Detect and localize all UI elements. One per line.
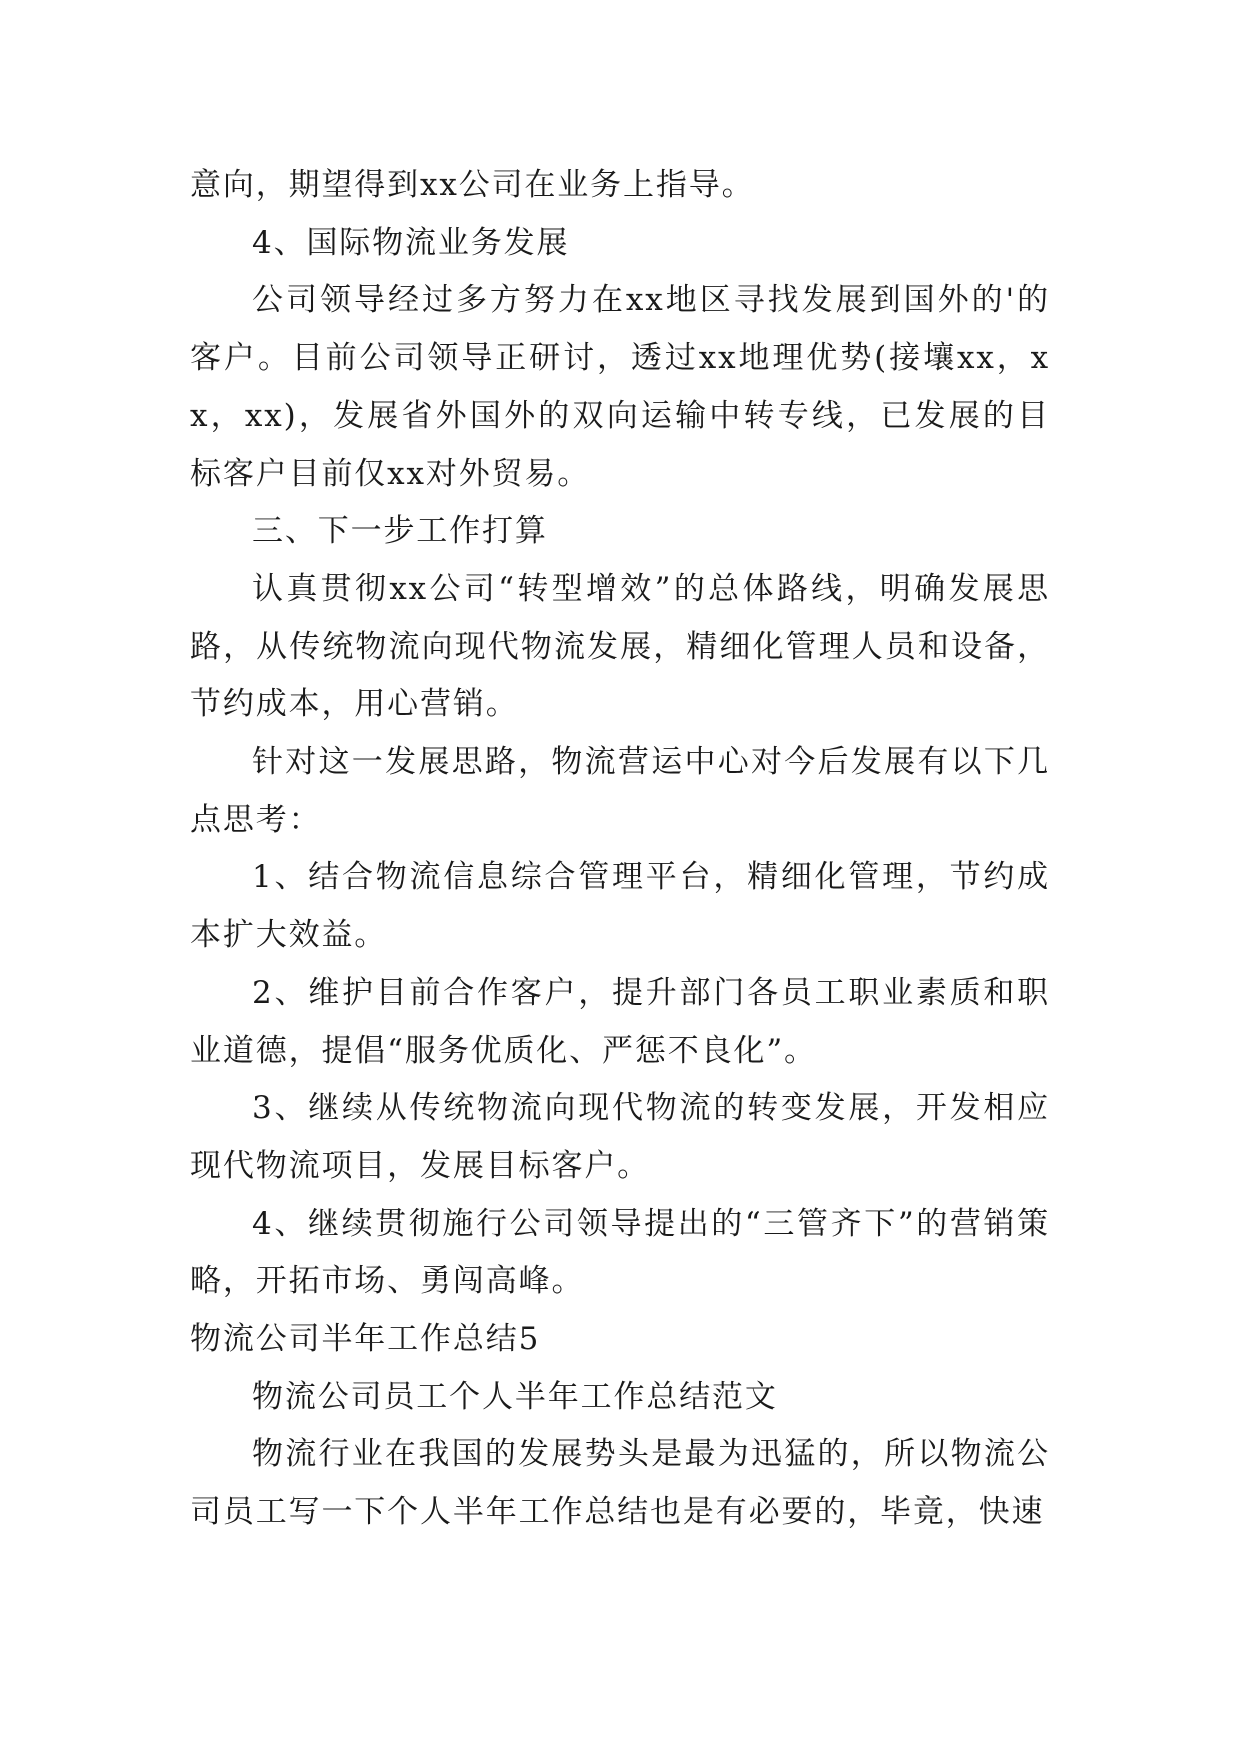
paragraph-thoughts-intro: 针对这一发展思路，物流营运中心对今后发展有以下几点思考：: [190, 744, 1050, 838]
list-item-3: 3、继续从传统物流向现代物流的转变发展，开发相应现代物流项目，发展目标客户。: [190, 1090, 1050, 1184]
list-item-2: 2、维护目前合作客户，提升部门各员工职业素质和职业道德，提倡“服务优质化、严惩不良化”。: [190, 974, 1050, 1069]
heading-international-logistics: 4、国际物流业务发展: [252, 224, 570, 261]
paragraph-transformation: 认真贯彻xx公司“转型增效”的总体路线，明确发展思路，从传统物流向现代物流发展，精细化管理人员和设备，节约成本，用心营销。: [190, 570, 1050, 723]
paragraph-continuation: 意向，期望得到xx公司在业务上指导。: [190, 167, 755, 203]
document-body: [190, 157, 1050, 1542]
section-subtitle: 物流公司员工个人半年工作总结范文: [252, 1378, 778, 1415]
section-title: 物流公司半年工作总结5: [190, 1321, 541, 1358]
paragraph-international-customers: 公司领导经过多方努力在xx地区寻找发展到国外的'的客户。目前公司领导正研讨，透过xx地理优势(接壤xx，xx，xx)，发展省外国外的双向运输中转专线，已发展的目标客户目前仅xx对外贸易。: [190, 282, 1050, 492]
list-item-1: 1、结合物流信息综合管理平台，精细化管理，节约成本扩大效益。: [190, 859, 1050, 954]
list-item-4: 4、继续贯彻施行公司领导提出的“三管齐下”的营销策略，开拓市场、勇闯高峰。: [190, 1205, 1050, 1300]
paragraph-intro: 物流行业在我国的发展势头是最为迅猛的，所以物流公司员工写一下个人半年工作总结也是有必要的，毕竟，快速: [190, 1436, 1050, 1531]
heading-next-steps: 三、下一步工作打算: [252, 513, 548, 550]
